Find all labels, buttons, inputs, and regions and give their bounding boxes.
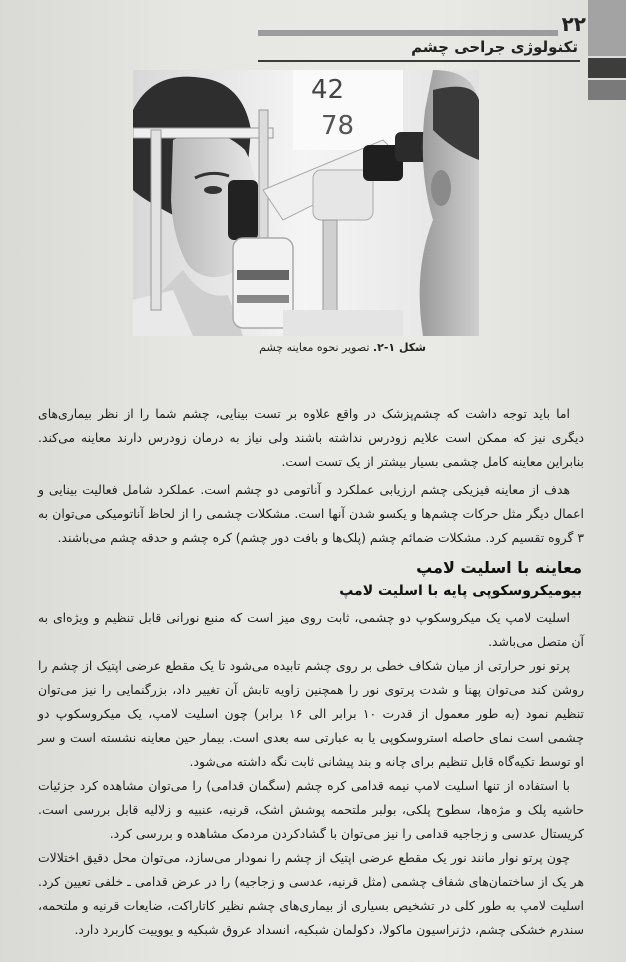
header-tab-dark	[588, 58, 626, 78]
paragraph: اما باید توجه داشت که چشم‌پزشک در واقع علاوه بر تست بینایی، چشم شما را از نظر بیماری‌های دیگری نیز که ممکن است علایم زودرس نداشته باشند ولی نیاز به درمان زودرس دارند معاینه می‌کند. بنابراین معاینه کامل چشمی بسیار بیشتر از یک تست است.	[38, 406, 584, 469]
figure-eye-exam-photo	[133, 70, 479, 336]
header-tab-mid	[588, 80, 626, 100]
running-title: تکنولوژی جراحی چشم	[411, 38, 578, 56]
figure-caption-text: تصویر نحوه معاینه چشم	[259, 341, 373, 354]
paragraph: پرتو نور حرارتی از میان شکاف خطی بر روی چشم تابیده می‌شود تا یک مقطع عرضی اپتیک از چشم را روشن کند می‌توان پهنا و شدت پرتوی نور را همچنین زاویه تابش آن تغییر داد، بزرگنمایی را نیز می‌توان تنظیم نمود (به طور معمول از قدرت ۱۰ برابر الی ۱۶ برابر) چون اسلیت لامپ، یک میکروسکوپ دو چشمی است نمای حاصله استروسکوپی یا به عبارتی سه بعدی است. بیمار حین معاینه نشسته است و سر او توسط تکیه‌گاه قابل تنظیم برای چانه و بند پیشانی ثابت نگه داشته می‌شود.	[38, 658, 585, 769]
paragraph: هدف از معاینه فیزیکی چشم ارزیابی عملکرد و آناتومی دو چشم است. عملکرد شامل فعالیت بینایی و اعمال دیگر مثل حرکات چشم‌ها و یکسو شدن آنها است. مشکلات چشمی را از لحاظ آناتومیکی می‌توان به ۳ گروه تقسیم کرد. مشکلات ضمائم چشم (پلک‌ها و بافت دور چشم) کره چشم و حدقه چشم می‌باشند.	[38, 482, 584, 545]
figure-caption	[259, 341, 426, 354]
section-heading: معاینه با اسلیت لامپ	[416, 558, 582, 577]
paragraph: اسلیت لامپ یک میکروسکوپ دو چشمی، ثابت روی میز است که منبع نورانی قابل تنظیم و ویژه‌ای به آن متصل می‌باشد.	[38, 610, 584, 649]
header-shade-bar	[258, 30, 558, 36]
eye-exam-illustration	[133, 70, 479, 336]
header-rule	[258, 60, 580, 62]
paragraph: چون پرتو نوار مانند نور یک مقطع عرضی اپتیک از چشم را نمودار می‌سازد، می‌توان محل دقیق اختلالات هر یک از ساختمان‌های شفاف چشمی (مثل قرنیه، عدسی و زجاجیه) را در عرض قدامی ـ خلفی تعیین کرد. اسلیت لامپ به طور کلی در تشخیص بسیاری از بیماری‌های چشم نظیر کاتاراکت، ضایعات قرنیه و ملتحمه، سندرم خشکی چشم، دژنراسیون ماکولا، دکولمان شبکیه، انسداد عروق شبکیه و یووییت کاربرد دارد.	[38, 850, 584, 937]
subsection-heading: بیومیکروسکوپی پایه با اسلیت لامپ	[339, 583, 582, 599]
eye-chart-row-2: 78	[321, 111, 355, 141]
intro-text-block	[38, 402, 584, 550]
header-tab-light	[588, 0, 626, 56]
page-number: ۲۲	[561, 12, 586, 36]
paragraph: با استفاده از تنها اسلیت لامپ نیمه قدامی کره چشم (سگمان قدامی) را می‌توان مشاهده کرد جزئیات حاشیه پلک و مژه‌ها، سطوح پلکی، بولبر ملتحمه پوشش اشک، قرنیه، عنبیه و زلالیه قابل بررسی است. کریستال عدسی و زجاجیه قدامی را نیز می‌توان با گشادکردن مردمک مشاهده و بررسی کرد.	[38, 778, 584, 841]
eye-chart-row-1: 42	[311, 75, 345, 105]
figure-caption-label: شکل ۱-۲.	[372, 341, 426, 354]
section-text-block	[38, 606, 584, 942]
